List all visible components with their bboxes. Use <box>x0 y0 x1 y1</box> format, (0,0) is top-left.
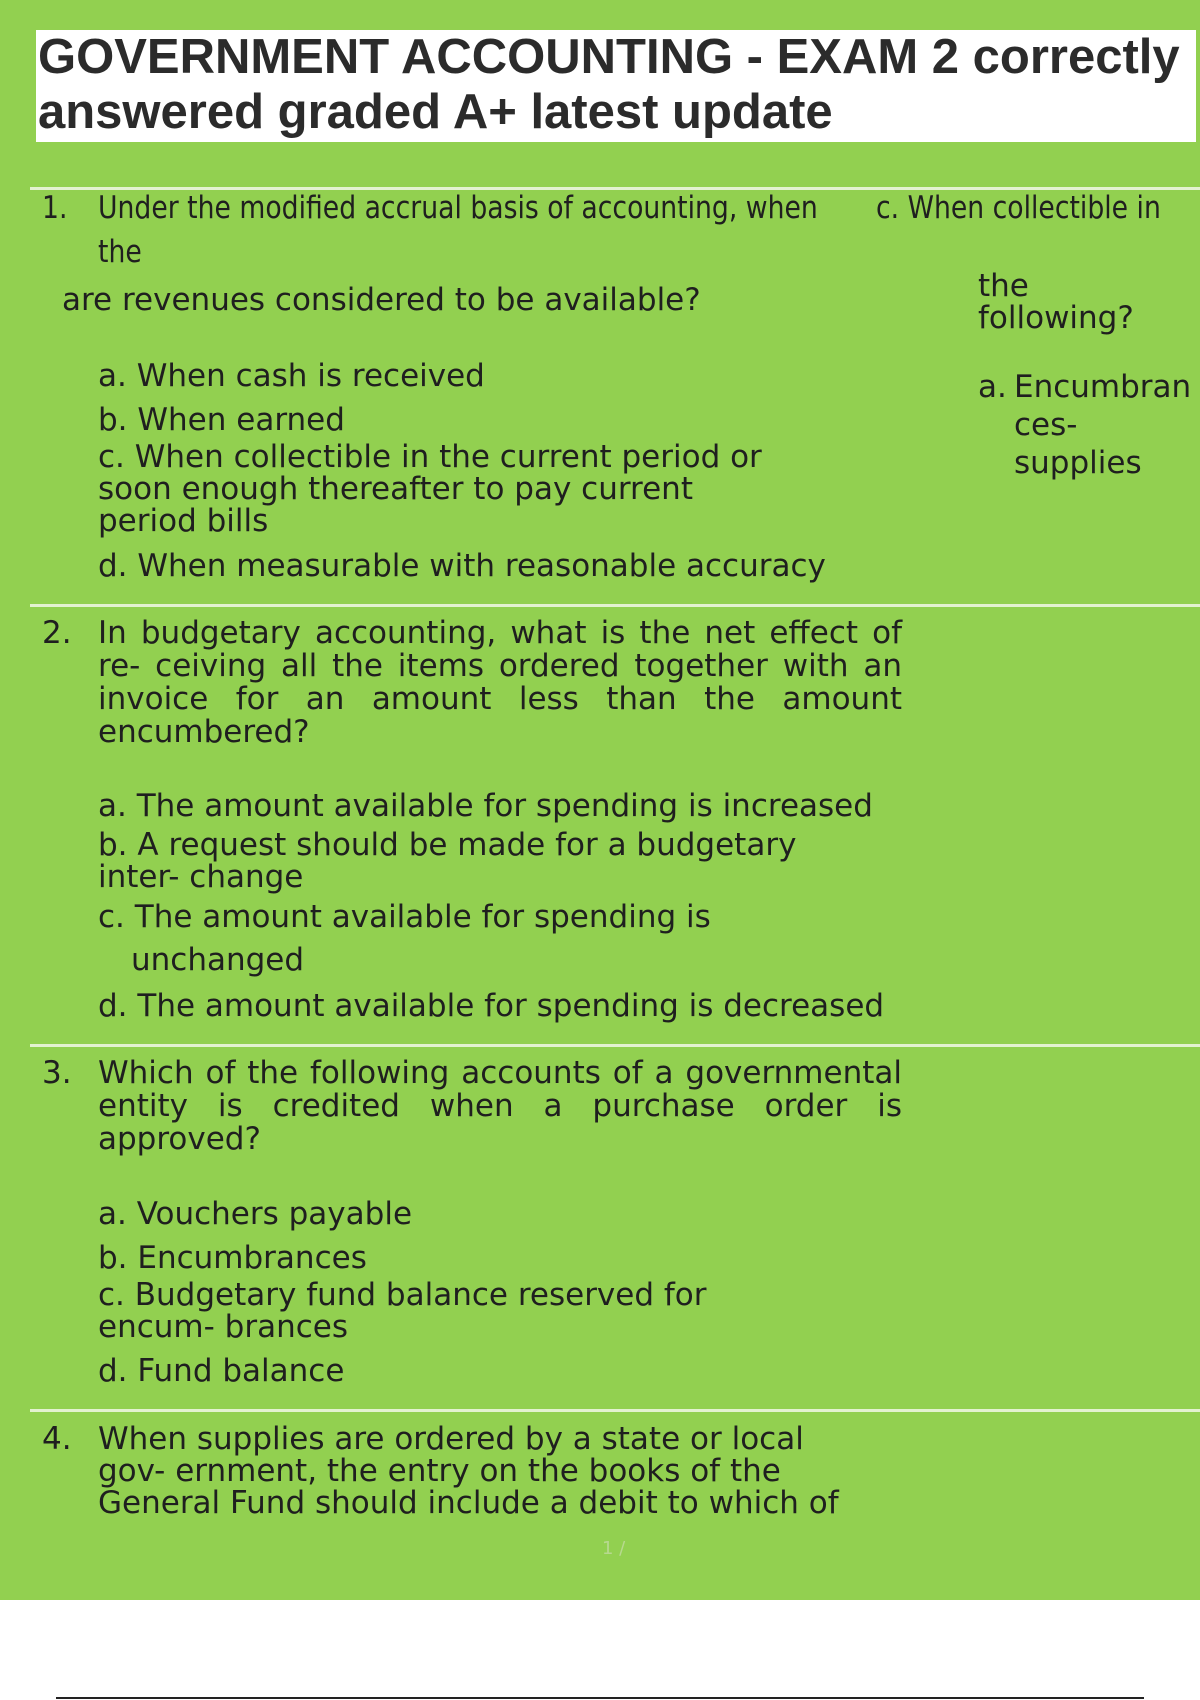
divider <box>30 1044 1200 1047</box>
answer-option: b. A request should be made for a budgetary inter- change <box>98 827 797 895</box>
page-bottom-rule <box>56 1697 1144 1699</box>
answer-option: c. The amount available for spending is <box>98 899 711 935</box>
answer-option: a. When cash is received <box>98 358 485 394</box>
answer-option: c. Budgetary fund balance reserved for encum- brances <box>98 1277 707 1345</box>
question-number: 1. <box>42 190 68 226</box>
answer-option-continued: unchanged <box>131 942 305 978</box>
divider <box>30 1409 1200 1412</box>
side-option: ces- <box>1014 407 1078 443</box>
question-text: In budgetary accounting, what is the net effect of re- ceiving all the items ordered together with an invoice for an amount less than the amount encumbered? <box>98 615 902 750</box>
answer-option: d. When measurable with reasonable accuracy <box>98 548 826 584</box>
side-option-prefix: a. <box>978 369 1007 405</box>
question-text-continued: are revenues considered to be available? <box>62 282 701 318</box>
side-answer: c. When collectible in <box>876 190 1161 226</box>
question-text: Under the modified accrual basis of accounting, when <box>98 190 818 226</box>
question-text: When supplies are ordered by a state or local gov- ernment, the entry on the books of the General Fund should include a debit to which of <box>98 1421 839 1521</box>
side-option: supplies <box>1014 445 1142 481</box>
question-text-tail: the <box>98 234 142 270</box>
answer-option: d. Fund balance <box>98 1353 345 1389</box>
side-text: following? <box>978 300 1134 336</box>
answer-option: a. Vouchers payable <box>98 1196 413 1232</box>
answer-option: c. When collectible in the current period or soon enough thereafter to pay current period bills <box>98 439 762 539</box>
question-number: 2. <box>42 615 72 651</box>
answer-option: a. The amount available for spending is increased <box>98 788 873 824</box>
answer-option: d. The amount available for spending is decreased <box>98 988 885 1024</box>
side-option: Encumbran <box>1014 369 1192 405</box>
answer-option: b. When earned <box>98 402 345 438</box>
answer-option: b. Encumbrances <box>98 1240 367 1276</box>
question-text: Which of the following accounts of a governmental entity is credited when a purchase order is approved? <box>98 1055 902 1157</box>
question-number: 3. <box>42 1055 72 1091</box>
document-title: GOVERNMENT ACCOUNTING - EXAM 2 correctly answered graded A+ latest update <box>38 30 1180 139</box>
question-number: 4. <box>42 1421 72 1457</box>
side-text: the <box>978 268 1029 304</box>
page-marker: 1 / <box>602 1538 626 1559</box>
divider <box>30 604 1200 607</box>
